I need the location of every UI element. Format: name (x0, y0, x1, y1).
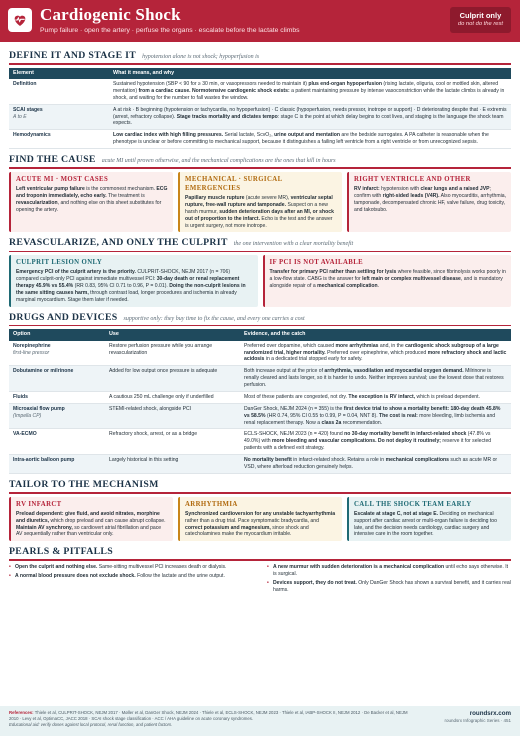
section-subtitle: the one intervention with a clear mortality benefit (233, 241, 354, 248)
badge-title: Culprit only (459, 11, 502, 20)
box-title: RIGHT VENTRICLE AND OTHER (354, 175, 471, 183)
drug-evidence: ECLS-SHOCK, NEJM 2023 (n = 420) found no 30-day mortality benefit in infarct-related shock (47.8% vs 49.0%) with more bleeding and vascular complications. Do not deploy it routinely; reserve it for selected patients with a defined exit strategy. (240, 429, 511, 455)
pearls-list (9, 564, 511, 596)
section-title: DEFINE IT AND STAGE IT (9, 50, 137, 61)
box-title: CALL THE SHOCK TEAM EARLY (354, 500, 472, 508)
box-text: Synchronized cardioversion for any unstable tachyarrhythmia rather than a drug trial. Pace symptomatic bradycardia, and correct potassium and magnesium, since shock and catecholamines make the myocardium irritable. (185, 510, 336, 538)
drugs-table (9, 329, 511, 473)
row-sublabel: A to E (13, 113, 27, 120)
drug-use: Largely historical in this setting (105, 455, 240, 474)
box-text: RV infarct: hypotension with clear lungs and a raised JVP; confirm with right-sided leads (V4R). Also myocarditis, arrhythmia, tamponade, decompensated chronic HF, valve failure, drug toxicity, and takotsubo. (354, 185, 507, 213)
row-label: Definition (13, 81, 37, 88)
drug-evidence: Both increase output at the price of arrhythmia, vasodilation and myocardial oxygen demand. Milrinone is renally cleared and lasts longer, so it is harder to undo. Neither improves survival; use the lowest dose that restores perfusion. (240, 366, 511, 392)
box-text: Papillary muscle rupture (acute severe MR), ventricular septal rupture, free-wall rupture and tamponade. Suspect on a new harsh murmur, sudden deterioration days after an MI, or shock out of proportion to the infarct. Echo is the test and the answer is urgent surgery, not more inotrope. (185, 195, 334, 229)
column-header: Evidence, and the catch (240, 329, 511, 340)
section-tailor-header (9, 478, 511, 491)
section-rule (9, 167, 511, 169)
drug-name: Norepinephrine (13, 342, 51, 349)
drug-sub: (Impella CP) (13, 412, 42, 419)
table-row (9, 455, 511, 474)
box-title: ARRHYTHMIA (185, 500, 238, 508)
section-subtitle: supportive only: they buy time to fix the cause, and every one carries a cost (123, 315, 305, 322)
main-content (0, 42, 520, 595)
definition-table (9, 68, 511, 149)
table-row (9, 130, 511, 149)
row-text: A at risk · B beginning (hypotension or tachycardia, no hypoperfusion) · C classic (hypoperfusion, needs pressor, inotrope or support) · D deteriorating despite that · E extremis (arrest, refractory collapse). Stage tracks mortality and dictates tempo: stage C is the point at which delay begins to cost lives, and staging is the language the shock team expects. (109, 104, 511, 130)
section-subtitle: acute MI until proven otherwise, and the mechanical complications are the ones that kill in hours (101, 158, 336, 165)
footer (0, 706, 520, 736)
table-row (9, 341, 511, 366)
list-item: • A new murmur with sudden deterioration is a mechanical complication until echo says otherwise. It is surgical. (267, 564, 511, 578)
references (9, 710, 409, 732)
box-text: Preload dependent: give fluid, and avoid nitrates, morphine and diuretics, which drop preload and can cause abrupt collapse. Maintain AV synchrony, so cardiovert atrial fibrillation and pace AV sequentially rather than ventricular only. (16, 510, 166, 538)
row-label: SCAI stages (13, 106, 43, 113)
section-rule (9, 559, 511, 561)
drug-evidence: Preferred over dopamine, which caused more arrhythmias and, in the cardiogenic shock subgroup of a large randomized trial, higher mortality. Preferred over epinephrine, which produced more refractory shock and lactic acidosis in a dedicated trial stopped early for safety. (240, 341, 511, 366)
cause-boxes (9, 172, 511, 233)
drug-name: Intra-aortic balloon pump (13, 457, 75, 464)
rv-infarct-box (9, 497, 173, 542)
list-item: • Devices support, they do not treat. Only DanGer Shock has shown a survival benefit, and it carries real harms. (267, 580, 511, 594)
section-title: REVASCULARIZE, AND ONLY THE CULPRIT (9, 237, 228, 249)
section-cause-header (9, 153, 511, 166)
culprit-badge (450, 7, 511, 33)
drug-use: Added for low output once pressure is adequate (105, 366, 240, 392)
table-row (9, 391, 511, 403)
section-title: FIND THE CAUSE (9, 154, 96, 166)
drug-name: Fluids (13, 393, 28, 400)
box-title: RV INFARCT (16, 500, 62, 508)
section-title: TAILOR TO THE MECHANISM (9, 478, 159, 490)
page-subtitle: Pump failure · open the artery · perfuse the organs · escalate before the lactate climbs (40, 27, 300, 34)
box-text: Emergency PCI of the culprit artery is the priority. CULPRIT-SHOCK, NEJM 2017 (n = 706) compared culprit-only PCI against immediate multivessel PCI: 30-day death or renal replacement therapy 45.9% vs 55.4% (RR 0.83, 95% CI 0.71 to 0.96, P = 0.01). Doing the non-culprit lesions in the same sitting causes harm, through contrast load, longer procedures and ischemia in already marginal myocardium. Stage them later if needed. (16, 269, 246, 303)
section-subtitle: hypotension alone is not shock; hypoperfusion is (142, 54, 260, 60)
section-title: DRUGS AND DEVICES (9, 311, 118, 323)
box-text: Escalate at stage C, not at stage E. Deciding on mechanical support after cardiac arrest or multi-organ failure is deciding too late, and the decision needs cardiology, cardiac surgery and intensive care in the room together. (354, 510, 497, 538)
column-header: What it means, and why (109, 68, 511, 79)
brand (444, 710, 511, 732)
drug-use: A cautious 250 mL challenge only if underfilled (105, 391, 240, 403)
drug-use: Restore perfusion pressure while you arrange revascularization (105, 341, 240, 366)
table-row (9, 104, 511, 130)
list-item: • A normal blood pressure does not exclude shock. Follow the lactate and the urine output. (9, 573, 253, 580)
row-text: Sustained hypotension (SBP < 90 for ≥ 30 min, or vasopressors needed to maintain it) plus end-organ hypoperfusion (rising lactate, oliguria, cool or mottled skin, altered mentation) from a cardiac cause. Normotensive cardiogenic shock exists: a patient maintaining pressure by intense vasoconstriction while the lactate climbs is already in shock, and waiting for the number to fall wastes the window. (109, 79, 511, 104)
section-rule (9, 251, 511, 253)
section-rule (9, 492, 511, 494)
references-label: References: (9, 710, 34, 715)
section-define-header (9, 49, 511, 62)
revasc-boxes (9, 255, 511, 307)
table-header-row (9, 68, 511, 79)
tailor-boxes (9, 497, 511, 542)
box-title: CULPRIT LESION ONLY (16, 259, 103, 267)
table-header-row (9, 329, 511, 340)
badge-subtitle: do not do the rest (457, 21, 503, 28)
column-header: Option (9, 329, 105, 340)
disclaimer: Educational aid: verify doses against local protocol, renal function, and patient factors. (9, 722, 173, 728)
table-row (9, 429, 511, 455)
table-row (9, 366, 511, 392)
box-text: Transfer for primary PCI rather than settling for lysis where feasible, since fibrinolysis works poorly in a low-flow state. CABG is the answer for left main or complex multivessel disease, and is mandatory alongside repair of a mechanical complication. (269, 269, 506, 290)
drug-evidence: DanGer Shock, NEJM 2024 (n = 355) is the first device trial to show a mortality benefit: 180-day death 45.8% vs 58.5% (HR 0.74, 95% CI 0.55 to 0.99, P = 0.04, NNT 8). The cost is real: more bleeding, limb ischemia and renal replacement therapy. Now a class 2a recommendation. (240, 403, 511, 429)
heart-pulse-icon (8, 8, 32, 32)
drug-name: Microaxial flow pump (13, 405, 65, 412)
acute-mi-box (9, 172, 173, 233)
column-header: Use (105, 329, 240, 340)
brand-series: roundsrx Infographic Series · 451 (444, 718, 511, 724)
row-label: Hemodynamics (13, 132, 51, 139)
drug-sub: first-line pressor (13, 349, 50, 356)
pearls-right (267, 564, 511, 596)
section-revasc-header (9, 236, 511, 249)
section-drugs-header (9, 311, 511, 324)
drug-evidence: No mortality benefit in infarct-related shock. Retains a role in mechanical complications such as acute MR or VSD, where afterload reduction genuinely helps. (240, 455, 511, 474)
box-title: ACUTE MI · MOST CASES (16, 175, 109, 183)
culprit-only-box (9, 255, 258, 307)
section-title: PEARLS & PITFALLS (9, 546, 113, 558)
arrhythmia-box (178, 497, 342, 542)
drug-use: STEMI-related shock, alongside PCI (105, 403, 240, 429)
no-pci-box (263, 255, 512, 307)
shock-team-box (347, 497, 511, 542)
drug-evidence: Most of these patients are congested, not dry. The exception is RV infarct, which is preload dependent. (240, 391, 511, 403)
table-row (9, 79, 511, 104)
page-title: Cardiogenic Shock (40, 5, 181, 24)
box-text: Left ventricular pump failure is the commonest mechanism. ECG and troponin immediately, echo early. The treatment is revascularization, and nothing else on this sheet substitutes for opening the artery. (16, 185, 168, 213)
table-row (9, 403, 511, 429)
right-ventricle-box (347, 172, 511, 233)
row-text: Low cardiac index with high filling pressures. Serial lactate, ScvO₂, urine output and mentation are the bedside surrogates. A PA catheter is reasonable when the phenotype is unclear or before committing to mechanical support, because it distinguishes a failing left ventricle from a right ventricle or from unrecognized sepsis. (109, 130, 511, 149)
section-pearls-header (9, 545, 511, 558)
box-title: MECHANICAL · SURGICAL EMERGENCIES (185, 175, 283, 192)
pearls-left (9, 564, 253, 596)
brand-url[interactable]: roundsrx.com (469, 710, 511, 717)
section-rule (9, 63, 511, 65)
column-header: Element (9, 68, 109, 79)
drug-name: Dobutamine or milrinone (13, 368, 74, 375)
drug-use: Refractory shock, arrest, or as a bridge (105, 429, 240, 455)
header-banner (0, 0, 520, 42)
mechanical-box (178, 172, 342, 233)
drug-name: VA-ECMO (13, 431, 37, 438)
section-rule (9, 325, 511, 327)
references-text: Thiele et al, CULPRIT-SHOCK, NEJM 2017 · Møller et al, DanGer Shock, NEJM 2024 · Thiele et al, ECLS-SHOCK, NEJM 2023 · Thiele et al, IABP-SHOCK II, NEJM 2012 · De Backer et al, NEJM 2010 · Levy et al, OptimaCC, JACC 2018 · SCAI shock stage classification · ACC / AHA guideline on acute coronary syndromes. (9, 710, 408, 722)
box-title: IF PCI IS NOT AVAILABLE (269, 259, 364, 267)
list-item: • Open the culprit and nothing else. Same-sitting multivessel PCI increases death or dialysis. (9, 564, 253, 571)
